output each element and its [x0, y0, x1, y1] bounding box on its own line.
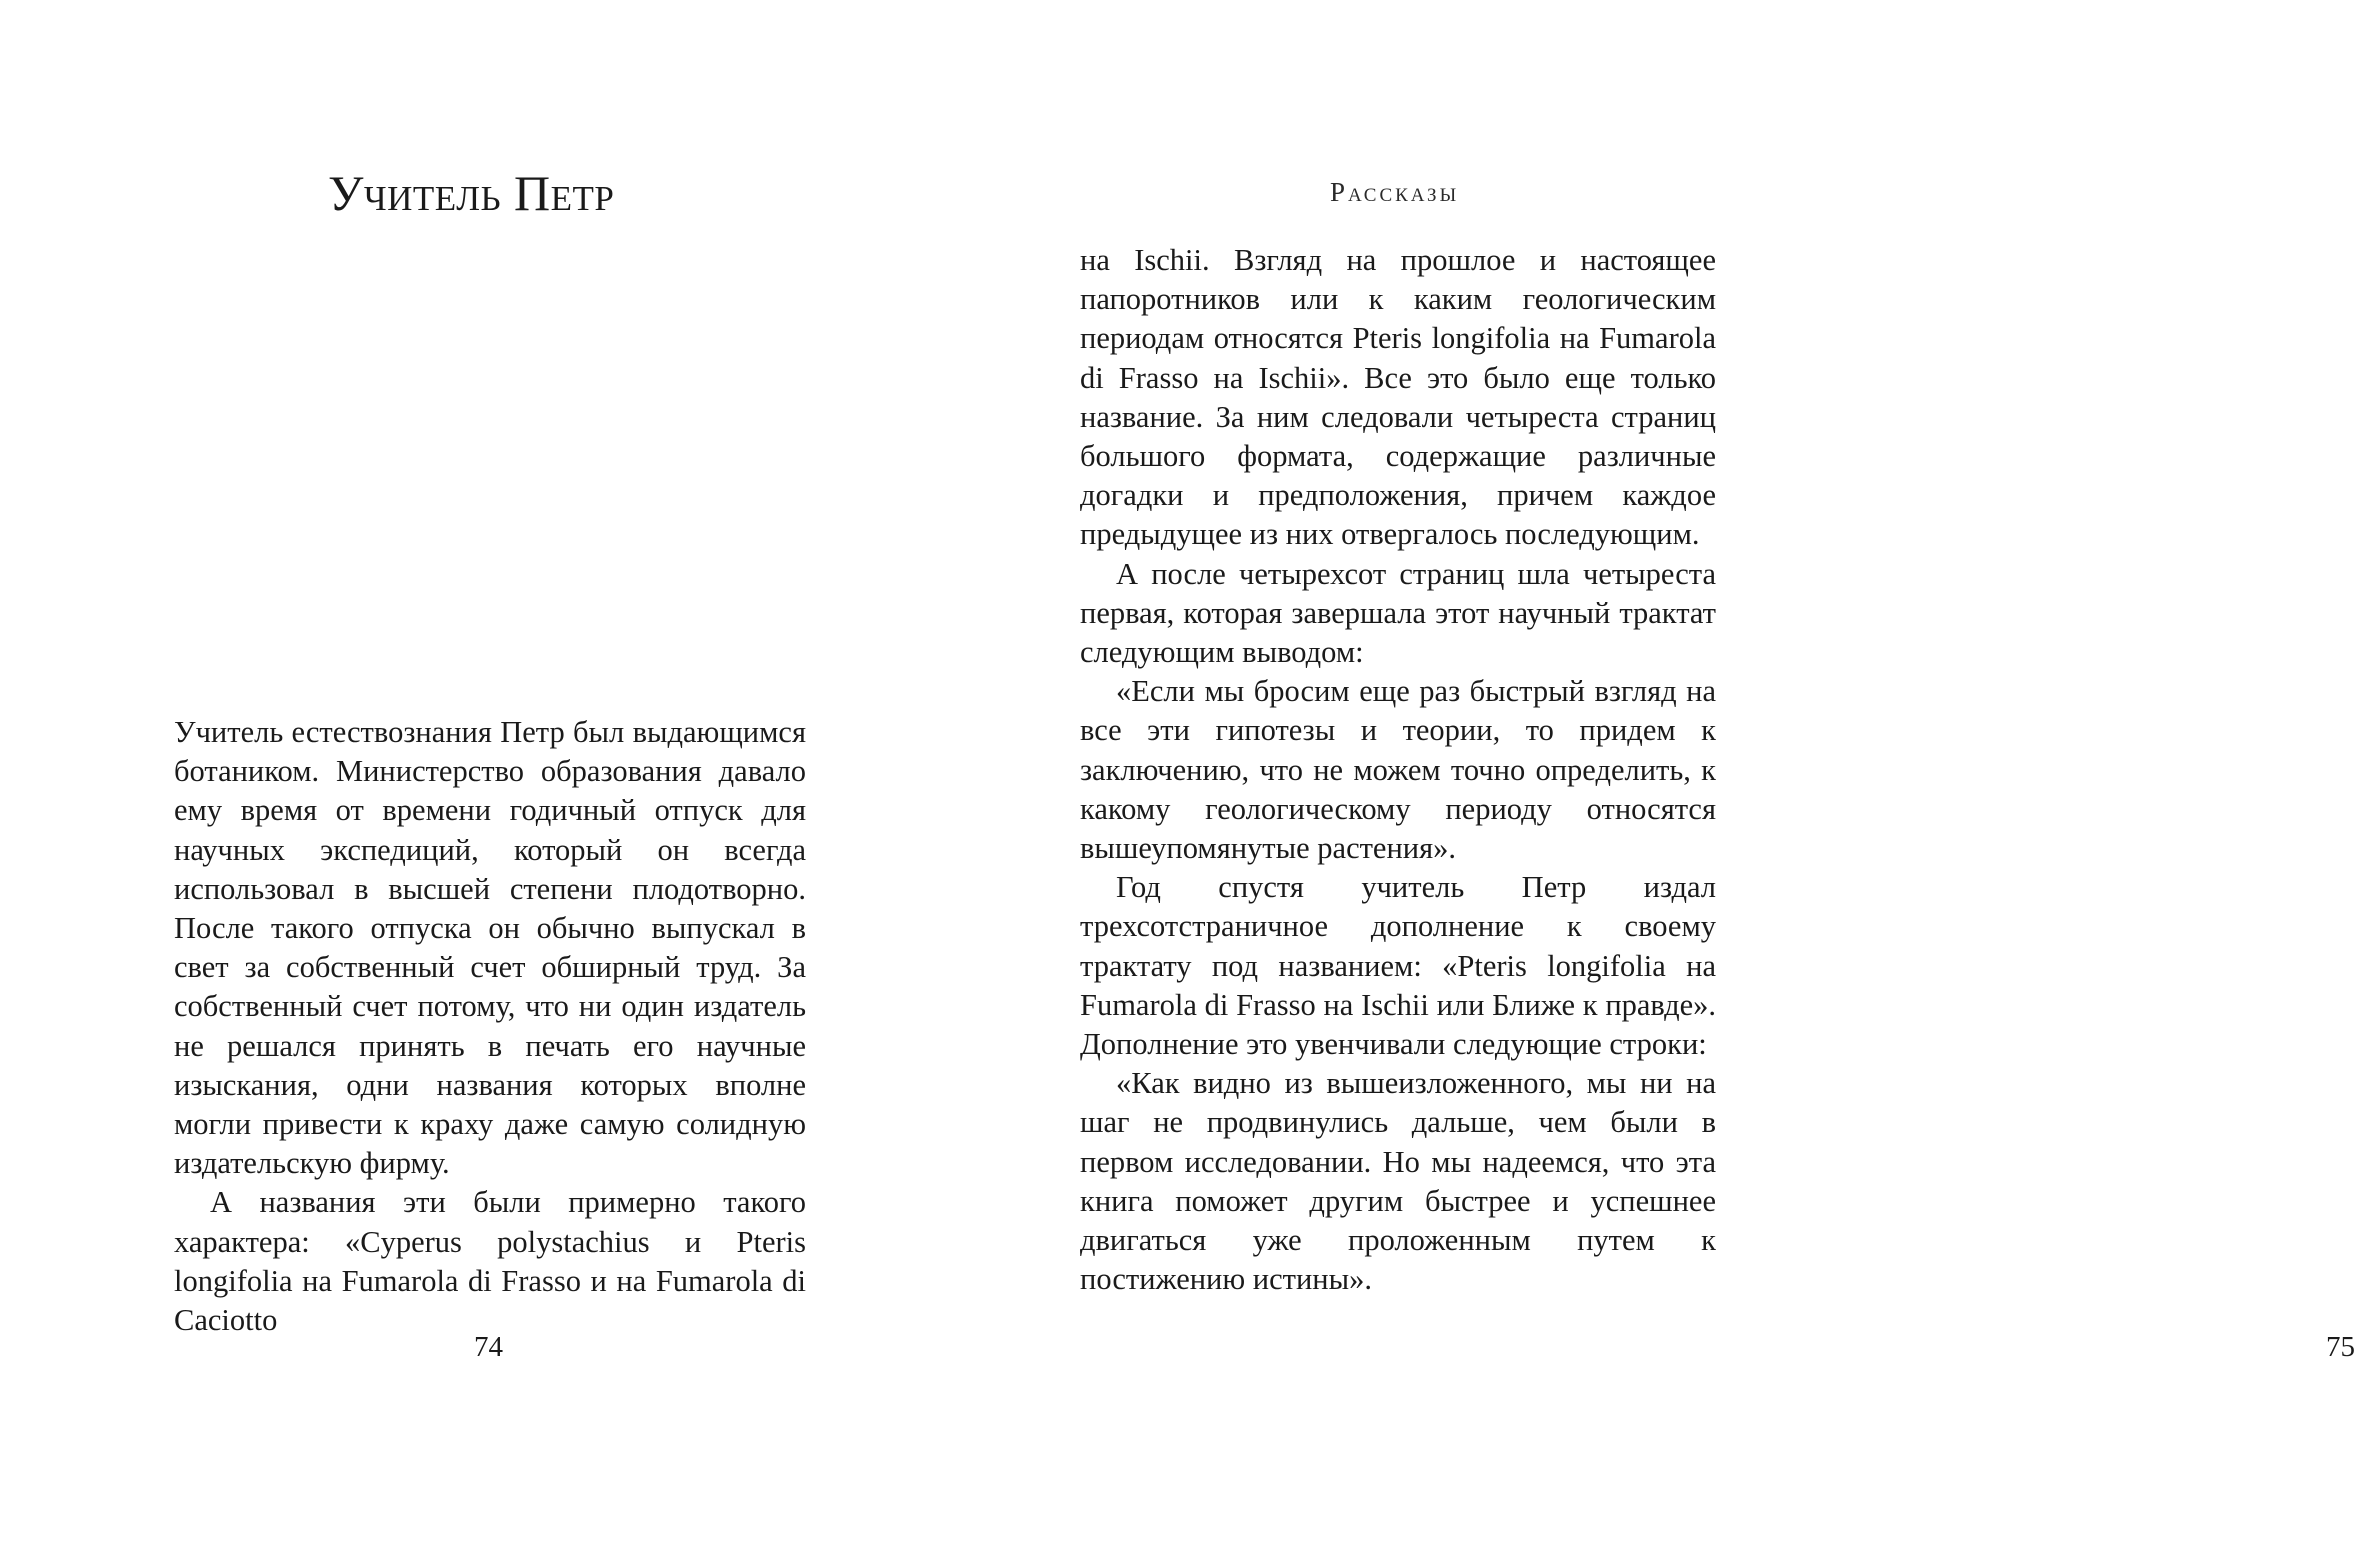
right-paragraph-4: Год спустя учитель Петр издал трехсотстраничное дополнение к своему трактату под названием: «Pteris longifolia на Fumarola di Frasso на Ischii или Ближе к правде». Дополнение это увенчивали следующие строки:	[1080, 870, 1716, 1062]
left-paragraph-2: А названия эти были примерно такого характера: «Cyperus polystachius и Pteris longifolia на Fumarola di Frasso и на Fumarola di Caciotto	[174, 1185, 806, 1338]
page-number-left: 74	[474, 1331, 503, 1363]
page-number-right: 75	[2326, 1331, 2355, 1363]
running-head: Рассказы	[1330, 177, 1460, 207]
right-paragraph-3: «Если мы бросим еще раз быстрый взгляд на все эти гипотезы и теории, то придем к заключению, что не можем точно определить, к какому геологическому периоду относятся вышеупомянутые растения».	[1080, 674, 1716, 866]
right-page-body	[1080, 241, 1716, 1299]
left-page	[0, 0, 940, 1543]
left-page-body	[174, 713, 806, 1340]
left-paragraph-1: Учитель естествознания Петр был выдающимся ботаником. Министерство образования давало ему время от времени годичный отпуск для научных экспедиций, который он всегда использовал в высшей степени плодотворно. После такого отпуска он обычно выпускал в свет за собственный счет обширный труд. За собственный счет потому, что ни один издатель не решался принять в печать его научные изыскания, одни названия которых вполне могли привести к краху даже самую солидную издательскую фирму.	[174, 715, 806, 1181]
right-paragraph-5: «Как видно из вышеизложенного, мы ни на шаг не продвинулись дальше, чем были в первом исследовании. Но мы надеемся, что эта книга поможет другим быстрее и успешнее двигаться уже проложенным путем к постижению истины».	[1080, 1066, 1716, 1297]
right-paragraph-2: А после четырехсот страниц шла четыреста первая, которая завершала этот научный трактат следующим выводом:	[1080, 556, 1716, 670]
right-paragraph-1: на Ischii. Взгляд на прошлое и настоящее папоротников или к каким геологическим периодам относятся Pteris longifolia на Fumarola di Frasso на Ischii». Все это было еще только название. За ним следовали четыреста страниц большого формата, содержащие различные догадки и предположения, причем каждое предыдущее из них отвергалось последующим.	[1080, 243, 1716, 552]
chapter-title: Учитель Петр	[328, 165, 615, 221]
